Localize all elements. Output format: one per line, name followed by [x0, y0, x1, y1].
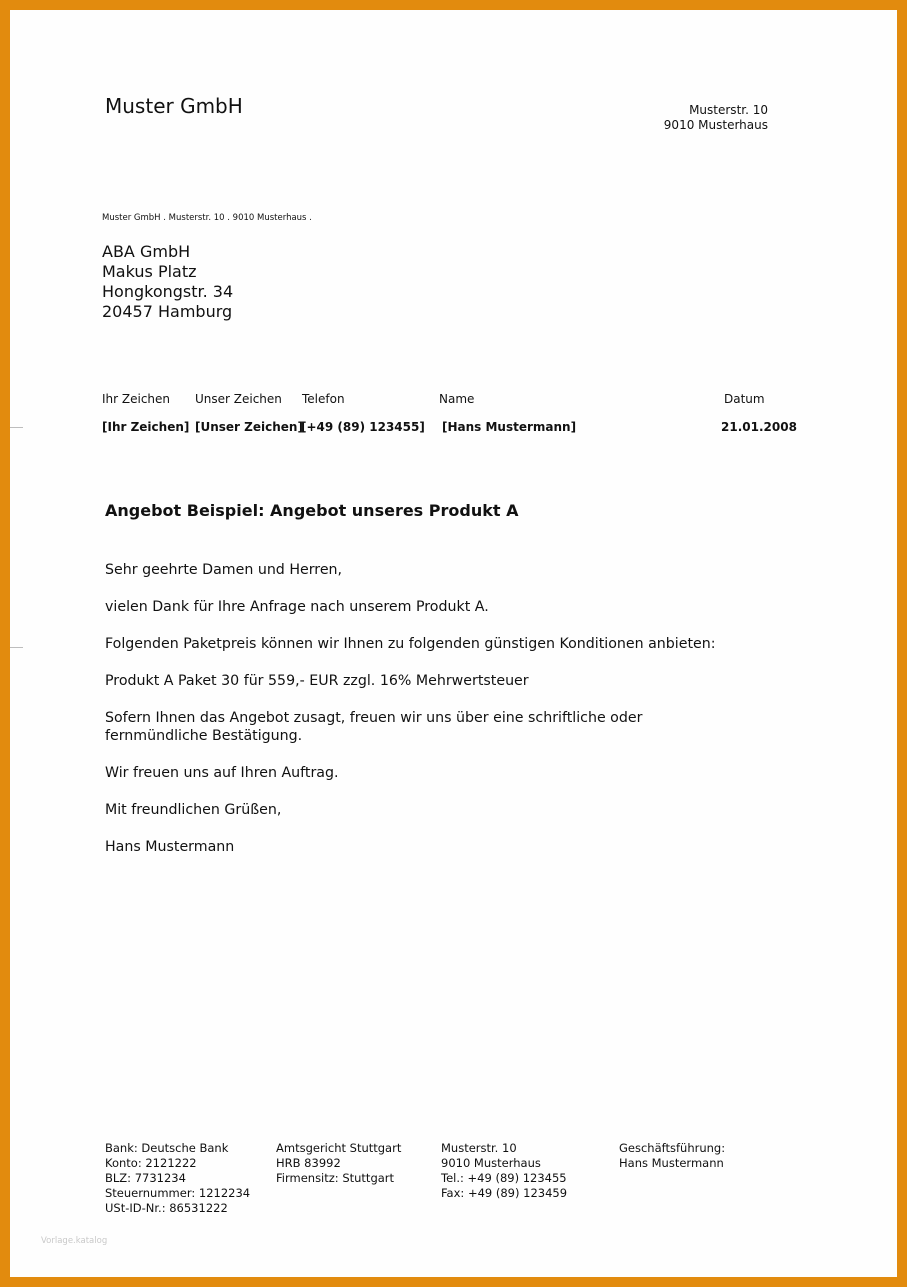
footer-line: Konto: 2121222	[105, 1156, 197, 1170]
footer-line: BLZ: 7731234	[105, 1171, 186, 1185]
sender-city: 9010 Musterhaus	[663, 118, 768, 132]
ref-label-telefon: Telefon	[302, 392, 345, 406]
sender-company-name: Muster GmbH	[105, 94, 243, 118]
footer-line: 9010 Musterhaus	[441, 1156, 541, 1170]
sender-street: Musterstr. 10	[689, 103, 768, 117]
ref-value-name: [Hans Mustermann]	[442, 420, 577, 434]
footer-line: USt-ID-Nr.: 86531222	[105, 1201, 228, 1215]
letter-body	[105, 561, 745, 875]
footer-line: Musterstr. 10	[441, 1141, 517, 1155]
body-paragraph: Mit freundlichen Grüßen,	[105, 802, 282, 818]
footer-line: Bank: Deutsche Bank	[105, 1141, 229, 1155]
recipient-line: Makus Platz	[102, 262, 197, 281]
ref-value-unser-zeichen: [Unser Zeichen]	[195, 420, 303, 434]
ref-value-telefon: [+49 (89) 123455]	[301, 420, 425, 434]
footer-contact-details	[441, 1141, 567, 1201]
body-paragraph: Folgenden Paketpreis können wir Ihnen zu folgenden günstigen Konditionen anbieten:	[105, 636, 716, 652]
footer-line: HRB 83992	[276, 1156, 341, 1170]
body-paragraph: Produkt A Paket 30 für 559,- EUR zzgl. 16% Mehrwertsteuer	[105, 673, 529, 689]
sender-address	[664, 103, 768, 133]
ref-label-name: Name	[439, 392, 475, 406]
recipient-line: 20457 Hamburg	[102, 302, 233, 321]
body-paragraph: Sofern Ihnen das Angebot zusagt, freuen wir uns über eine schriftliche oder fernmündliche Bestätigung.	[105, 710, 643, 744]
letter-page	[10, 10, 897, 1277]
recipient-line: Hongkongstr. 34	[102, 282, 234, 301]
ref-label-datum: Datum	[724, 392, 765, 406]
footer-court-details	[276, 1141, 401, 1186]
body-paragraph: vielen Dank für Ihre Anfrage nach unserem Produkt A.	[105, 599, 489, 615]
footer-line: Tel.: +49 (89) 123455	[441, 1171, 567, 1185]
footer-line: Geschäftsführung:	[619, 1141, 726, 1155]
footer-line: Amtsgericht Stuttgart	[276, 1141, 402, 1155]
footer-line: Hans Mustermann	[619, 1156, 724, 1170]
footer-line: Fax: +49 (89) 123459	[441, 1186, 568, 1200]
body-paragraph: Sehr geehrte Damen und Herren,	[105, 562, 343, 578]
recipient-line: ABA GmbH	[102, 242, 191, 261]
ref-value-ihr-zeichen: [Ihr Zeichen]	[102, 420, 190, 434]
punch-mark	[10, 647, 23, 648]
body-paragraph: Wir freuen uns auf Ihren Auftrag.	[105, 765, 339, 781]
fold-mark	[10, 427, 23, 428]
return-address-line: Muster GmbH . Musterstr. 10 . 9010 Musterhaus .	[102, 213, 312, 223]
watermark: Vorlage.katalog	[41, 1236, 108, 1246]
signature-name: Hans Mustermann	[105, 839, 235, 855]
ref-label-ihr-zeichen: Ihr Zeichen	[102, 392, 171, 406]
ref-value-datum: 21.01.2008	[721, 420, 797, 434]
recipient-address	[102, 242, 233, 322]
letter-subject: Angebot Beispiel: Angebot unseres Produkt A	[105, 501, 519, 520]
footer-bank-details	[105, 1141, 250, 1216]
footer-line: Steuernummer: 1212234	[105, 1186, 251, 1200]
footer-management	[619, 1141, 725, 1171]
footer-line: Firmensitz: Stuttgart	[276, 1171, 395, 1185]
ref-label-unser-zeichen: Unser Zeichen	[195, 392, 282, 406]
